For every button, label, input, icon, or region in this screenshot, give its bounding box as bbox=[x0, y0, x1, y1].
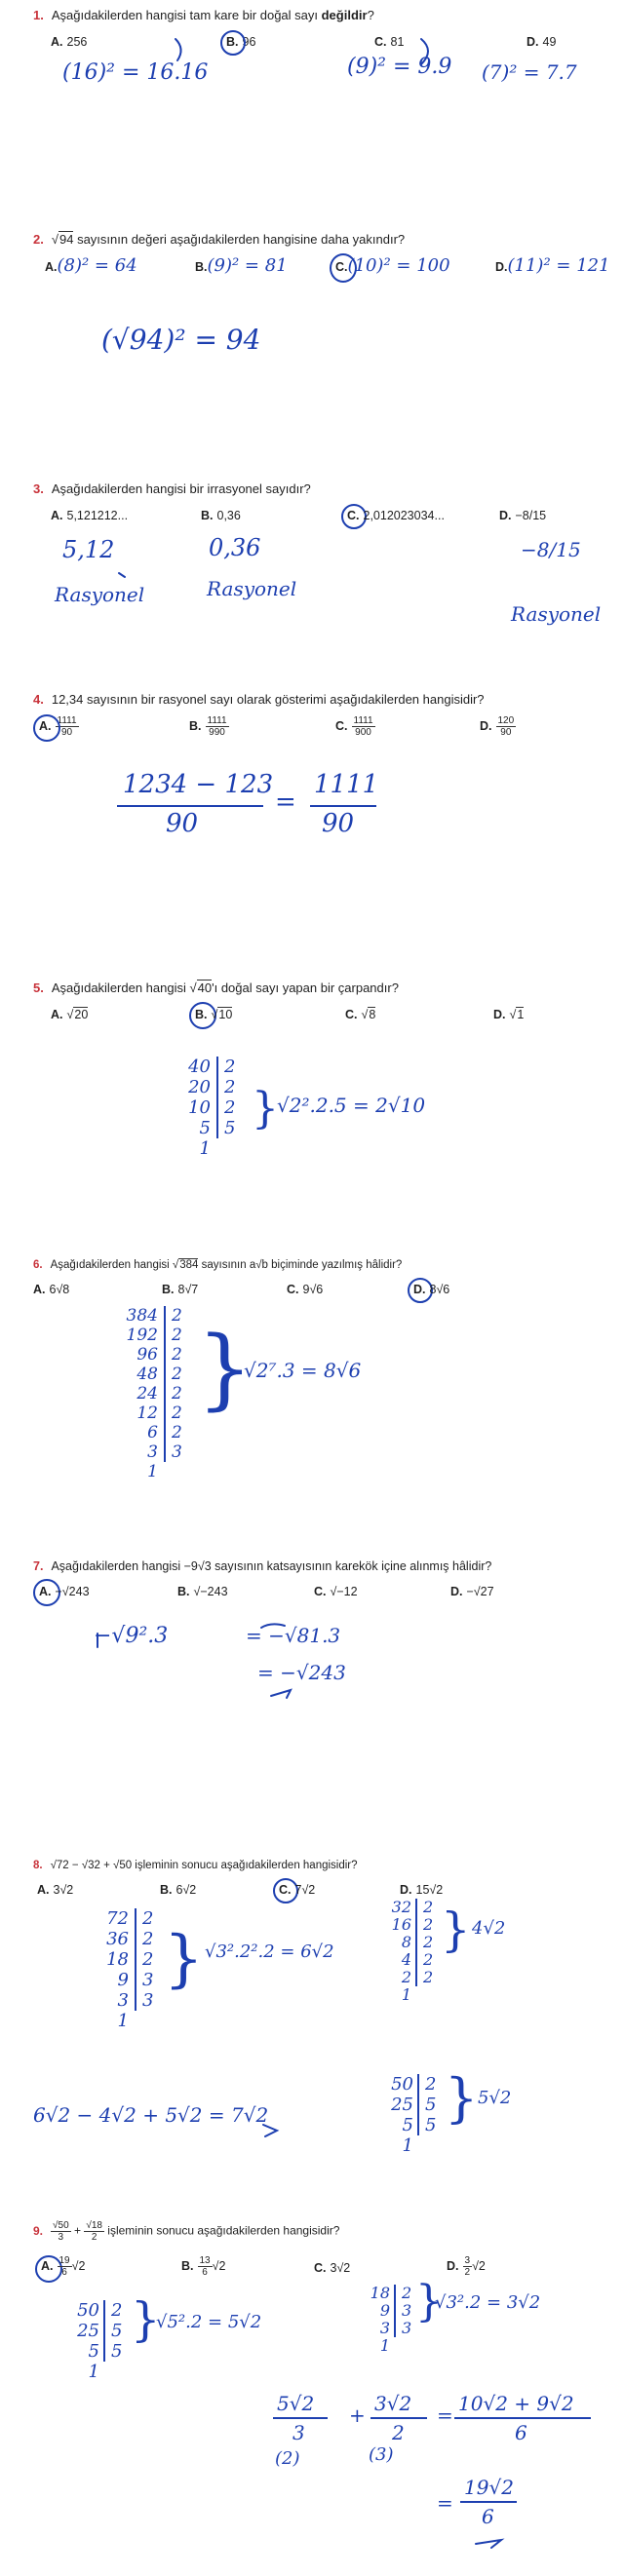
factor-column: 50 25 5 1 bbox=[391, 2074, 413, 2156]
option-d[interactable]: D.(11)² = 121 bbox=[495, 255, 610, 276]
question-9-text: 9. $\frac{√50}{3}$ + $\frac{√18}{2}$ işleminin sonucu aşağıdakilerden hangisidir? bbox=[33, 2220, 340, 2243]
underline-stroke bbox=[263, 2125, 277, 2136]
option-a[interactable]: A.(8)² = 64 bbox=[45, 255, 137, 276]
handwriting: = bbox=[437, 2403, 453, 2427]
underline-stroke bbox=[271, 1690, 291, 1698]
option-d[interactable]: D. −8/15 bbox=[499, 509, 547, 522]
handwriting: 6 bbox=[482, 2505, 494, 2528]
factor-column: 50 25 5 1 bbox=[77, 2300, 99, 2382]
underline-stroke bbox=[261, 1624, 285, 1628]
brace: } bbox=[197, 1318, 254, 1420]
handwriting: (3) bbox=[369, 2444, 394, 2465]
handwriting: √5².2 = 5√2 bbox=[156, 2312, 262, 2332]
option-a[interactable]: A. −√243 bbox=[39, 1585, 90, 1598]
handwriting: 19√2 bbox=[464, 2476, 514, 2499]
question-3-text: 3. Aşağıdakilerden hangisi bir irrasyonel sayıdır? bbox=[33, 481, 311, 496]
handwriting: 2 bbox=[392, 2421, 405, 2444]
handwriting: (16)² = 16.16 bbox=[62, 60, 209, 85]
question-6-text: 6. Aşağıdakilerden hangisi √384 sayısının a√b biçiminde yazılmış hâlidir? bbox=[33, 1259, 403, 1271]
question-4-text: 4. 12,34 sayısının bir rasyonel sayı olarak gösterimi aşağıdakilerden hangisidir? bbox=[33, 692, 485, 707]
brace: } bbox=[164, 1923, 204, 1995]
option-c[interactable]: C. $\frac{1111}{900}$ bbox=[335, 715, 373, 738]
option-c[interactable]: C. 81 bbox=[374, 35, 405, 49]
option-b[interactable]: B. 8√7 bbox=[162, 1283, 199, 1296]
handwriting: 3√2 bbox=[374, 2392, 412, 2415]
underline-stroke bbox=[119, 573, 125, 577]
option-b[interactable]: B. 6√2 bbox=[160, 1883, 197, 1897]
option-c[interactable]: C. 9√6 bbox=[287, 1283, 324, 1296]
handwriting: (√94)² = 94 bbox=[101, 324, 261, 356]
handwriting: (9)² = 9.9 bbox=[347, 55, 452, 79]
option-d[interactable]: D. 8√6 bbox=[413, 1283, 450, 1296]
handwriting: (7)² = 7.7 bbox=[482, 60, 577, 84]
handwriting: Rasyonel bbox=[511, 602, 602, 626]
option-b[interactable]: B. 0,36 bbox=[201, 509, 241, 522]
brace: } bbox=[445, 2067, 479, 2129]
option-a[interactable]: A. √20 bbox=[51, 1008, 89, 1021]
factor-column: 72 36 18 9 3 1 bbox=[106, 1908, 129, 2031]
option-a[interactable]: A. 256 bbox=[51, 35, 88, 49]
handwriting: Rasyonel bbox=[55, 583, 145, 606]
handwriting: Rasyonel bbox=[207, 577, 297, 600]
handwriting: −√9².3 bbox=[94, 1624, 169, 1648]
brace: } bbox=[252, 1084, 279, 1134]
handwriting: 1111 bbox=[314, 770, 379, 799]
option-c[interactable]: C. √−12 bbox=[314, 1585, 358, 1598]
option-a[interactable]: A. 6√8 bbox=[33, 1283, 70, 1296]
handwriting: + bbox=[349, 2403, 366, 2427]
factor-column: 384 192 96 48 24 12 6 3 1 bbox=[126, 1306, 158, 1481]
option-a[interactable]: A. 5,121212... bbox=[51, 509, 129, 522]
option-b[interactable]: B. √10 bbox=[195, 1008, 233, 1021]
handwriting: √2⁷.3 = 8√6 bbox=[244, 1359, 362, 1382]
option-b[interactable]: B. $\frac{13}{6}$ √2 bbox=[181, 2255, 226, 2278]
prime-column: 2 2 2 2 2 2 2 3 bbox=[164, 1306, 182, 1462]
handwriting: 10√2 + 9√2 bbox=[458, 2392, 574, 2415]
option-c[interactable]: C.(10)² = 100 bbox=[335, 255, 450, 276]
question-7-text: 7. Aşağıdakilerden hangisi −9√3 sayısının katsayısının karekök içine alınmış hâlidir? bbox=[33, 1559, 492, 1573]
underline-stroke bbox=[476, 2540, 501, 2548]
option-d[interactable]: D. −√27 bbox=[450, 1585, 494, 1598]
handwriting: 5,12 bbox=[62, 536, 115, 563]
option-c[interactable]: C. 2,012023034... bbox=[347, 509, 445, 522]
handwriting: = bbox=[275, 788, 296, 817]
handwriting: 90 bbox=[322, 809, 355, 838]
question-2-text: 2. √94 sayısının değeri aşağıdakilerden hangisine daha yakındır? bbox=[33, 232, 406, 247]
handwriting: 5√2 bbox=[478, 2088, 512, 2108]
prime-column: 2 5 5 bbox=[417, 2074, 436, 2135]
option-b[interactable]: B. $\frac{1111}{990}$ bbox=[189, 715, 227, 738]
handwriting: 0,36 bbox=[209, 534, 261, 561]
prime-column: 2 2 2 3 3 bbox=[135, 1908, 153, 2011]
handwriting: 1234 − 123 bbox=[123, 770, 274, 799]
handwriting: 90 bbox=[166, 809, 199, 838]
factor-column: 32 16 8 4 2 1 bbox=[391, 1898, 411, 2004]
option-d[interactable]: D. $\frac{120}{90}$ bbox=[480, 715, 515, 738]
option-d[interactable]: D. 49 bbox=[526, 35, 557, 49]
option-b[interactable]: B. 96 bbox=[226, 35, 256, 49]
handwriting: √3².2².2 = 6√2 bbox=[205, 1942, 334, 1962]
option-c[interactable]: C. 7√2 bbox=[279, 1883, 316, 1897]
question-1-text: 1. Aşağıdakilerden hangisi tam kare bir doğal sayı değildir? bbox=[33, 8, 374, 22]
option-a[interactable]: A. $\frac{1111}{90}$ bbox=[39, 715, 77, 738]
option-d[interactable]: D. $\frac{3}{2}$ √2 bbox=[447, 2255, 486, 2278]
prime-column: 2 2 2 2 2 bbox=[415, 1899, 433, 1986]
arrow-stroke bbox=[176, 39, 181, 60]
handwriting: 6 bbox=[515, 2421, 527, 2444]
factor-column: 18 9 3 1 bbox=[370, 2284, 390, 2355]
option-a[interactable]: A. 3√2 bbox=[37, 1883, 74, 1897]
prime-column: 2 5 5 bbox=[103, 2300, 122, 2362]
option-b[interactable]: B.(9)² = 81 bbox=[195, 255, 288, 276]
handwriting: 5√2 bbox=[277, 2392, 315, 2415]
handwriting: 3 bbox=[292, 2421, 305, 2444]
handwriting: √2².2.5 = 2√10 bbox=[277, 1094, 426, 1117]
option-d[interactable]: D. 15√2 bbox=[400, 1883, 444, 1897]
prime-column: 2 3 3 bbox=[394, 2285, 411, 2337]
factor-column: 40 20 10 5 1 bbox=[188, 1057, 211, 1159]
arrow-stroke bbox=[421, 39, 428, 64]
handwriting: (2) bbox=[275, 2448, 300, 2469]
question-5-text: 5. Aşağıdakilerden hangisi √40'ı doğal sayı yapan bir çarpandır? bbox=[33, 980, 399, 995]
question-8-text: 8. √72 − √32 + √50 işleminin sonucu aşağıdakilerden hangisidir? bbox=[33, 1860, 358, 1871]
handwriting: = −√81.3 bbox=[246, 1624, 341, 1647]
option-a[interactable]: A. $\frac{19}{6}$ √2 bbox=[41, 2255, 86, 2278]
handwriting: = −√243 bbox=[257, 1661, 346, 1684]
handwriting: −8/15 bbox=[521, 538, 581, 561]
prime-column: 2 2 2 5 bbox=[216, 1057, 235, 1138]
option-d[interactable]: D. √1 bbox=[493, 1008, 525, 1021]
brace: } bbox=[441, 1903, 471, 1957]
brace: } bbox=[131, 2292, 161, 2347]
handwriting: 6√2 − 4√2 + 5√2 = 7√2 bbox=[33, 2103, 269, 2127]
option-c[interactable]: C. 3√2 bbox=[314, 2261, 351, 2275]
option-b[interactable]: B. √−243 bbox=[177, 1585, 228, 1598]
handwriting: = bbox=[437, 2491, 453, 2515]
handwriting: √3².2 = 3√2 bbox=[435, 2292, 541, 2313]
handwriting: 4√2 bbox=[472, 1918, 506, 1939]
option-c[interactable]: C. √8 bbox=[345, 1008, 376, 1021]
brace: } bbox=[415, 2277, 443, 2326]
